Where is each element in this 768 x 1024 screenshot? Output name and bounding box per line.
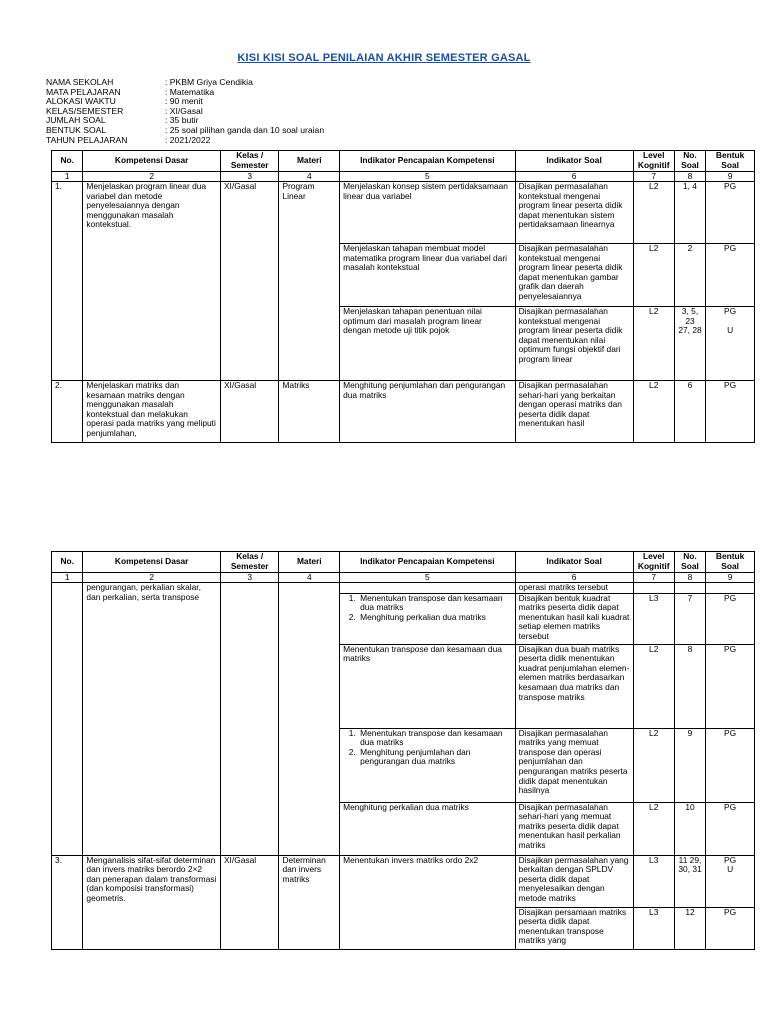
table-header-row — [52, 151, 755, 172]
kelas-semester — [220, 583, 278, 856]
nomor-soal-b: 27, 28 — [678, 325, 702, 336]
kelas-semester: XI/Gasal — [220, 182, 278, 381]
info-label: MATA PELAJARAN — [46, 86, 121, 97]
indikator-kompetensi — [340, 728, 515, 802]
indikator-soal: Disajikan permasalahan sehari-hari yang memuat matriks peserta didik dapat menentukan hasil perkalian matriks — [515, 802, 633, 855]
info-value: : PKBM Griya Cendikia — [165, 77, 253, 87]
info-value: : 35 butir — [165, 115, 199, 126]
materi: Determinan dan invers matriks — [279, 855, 340, 949]
header-cell: Materi — [279, 151, 340, 172]
kompetensi-dasar: Menjelaskan program linear dua variabel dan metode penyelesaiannya dengan menggunakan masalah kontekstual. — [83, 182, 221, 381]
indikator-kompetensi — [340, 583, 515, 594]
table-header-row — [52, 552, 755, 573]
indikator-kompetensi: Menentukan transpose dan kesamaan dua matriks — [340, 644, 515, 728]
indikator-soal: Disajikan dua buah matriks peserta didik menentukan kuadrat penjumlahan elemen-elemen matriks berdasarkan kesamaan dua matriks dan transpose matriks — [515, 644, 633, 728]
table-row — [52, 381, 755, 443]
table-row — [52, 182, 755, 244]
kelas-semester: XI/Gasal — [220, 855, 278, 949]
header-cell: Indikator Pencapaian Kompetensi — [340, 151, 515, 172]
header-cell: Level Kognitif — [633, 552, 674, 573]
row-number: 1. — [52, 182, 83, 381]
level-kognitif: L2 — [633, 182, 674, 244]
column-number: 7 — [633, 172, 674, 182]
bentuk-soal — [706, 583, 755, 594]
materi: Matriks — [279, 381, 340, 443]
info-label: BENTUK SOAL — [46, 124, 107, 135]
indikator-kompetensi: Menghitung penjumlahan dan pengurangan dua matriks — [340, 381, 515, 443]
column-number: 3 — [220, 573, 278, 583]
column-number: 8 — [674, 172, 705, 182]
nomor-soal: 10 — [674, 802, 705, 855]
indikator-soal: Disajikan permasalahan matriks yang memuat transpose dan operasi penjumlahan dan pengurangan matriks peserta didik dapat menentukan hasilnya — [515, 728, 633, 802]
bentuk-soal: PG — [706, 802, 755, 855]
nomor-soal: 9 — [674, 728, 705, 802]
level-kognitif: L3 — [633, 907, 674, 949]
indikator-soal: Disajikan bentuk kuadrat matriks peserta didik dapat menentukan hasil kali kuadrat setiap elemen matriks tersebut — [515, 593, 633, 644]
kelas-semester: XI/Gasal — [220, 381, 278, 443]
column-number: 2 — [83, 172, 221, 182]
indikator-soal: operasi matriks tersebut — [515, 583, 633, 594]
column-number: 8 — [674, 573, 705, 583]
kisi-table-page-1 — [51, 150, 755, 443]
column-number-row — [52, 573, 755, 583]
info-label: KELAS/SEMESTER — [46, 105, 124, 116]
bentuk-soal-a: PG — [724, 306, 737, 316]
column-number: 9 — [706, 573, 755, 583]
indikator-soal: Disajikan permasalahan kontekstual mengenai program linear peserta didik dapat menentukan nilai optimum fungsi objektif dari program linear — [515, 307, 633, 381]
row-number — [52, 583, 83, 856]
document-title: KISI KISI SOAL PENILAIAN AKHIR SEMESTER GASAL — [237, 52, 531, 64]
kompetensi-dasar: pengurangan, perkalian skalar, dan perkalian, serta transpose — [83, 583, 221, 856]
column-number: 2 — [83, 573, 221, 583]
header-cell: Bentuk Soal — [706, 552, 755, 573]
bentuk-soal — [706, 855, 755, 907]
bentuk-soal-b: U — [727, 325, 734, 336]
nomor-soal: 1, 4 — [674, 182, 705, 244]
level-kognitif: L3 — [633, 855, 674, 907]
indikator-soal: Disajikan permasalahan kontekstual mengenai program linear peserta didik dapat menentukan gambar grafik dan daerah penyelesaiannya — [515, 244, 633, 307]
kisi-table-page-2 — [51, 551, 755, 950]
column-number: 5 — [340, 172, 515, 182]
header-cell: Kompetensi Dasar — [83, 552, 221, 573]
table-row — [52, 583, 755, 594]
indikator-list — [343, 729, 511, 767]
indikator-list — [343, 594, 511, 623]
info-value: : 2021/2022 — [165, 134, 211, 145]
indikator-kompetensi: Menentukan invers matriks ordo 2x2 — [340, 855, 515, 949]
kompetensi-dasar: Menjelaskan matriks dan kesamaan matriks dengan menggunakan masalah kontekstual dan melakukan operasi pada matriks yang meliputi penjumlahan, — [83, 381, 221, 443]
column-number: 5 — [340, 573, 515, 583]
info-label: NAMA SEKOLAH — [46, 77, 114, 87]
header-cell: Kelas / Semester — [220, 552, 278, 573]
bentuk-soal: PG — [706, 182, 755, 244]
nomor-soal: 2 — [674, 244, 705, 307]
indikator-kompetensi: Menjelaskan tahapan membuat model matematika program linear dua variabel dari masalah kontekstual — [340, 244, 515, 307]
row-number: 2. — [52, 381, 83, 443]
bentuk-soal: PG — [706, 644, 755, 728]
indikator-item: 1. Menentukan transpose dan kesamaan dua matriks — [358, 594, 511, 613]
info-value: : 90 menit — [165, 96, 203, 107]
bentuk-soal-b: U — [727, 864, 734, 875]
column-number: 4 — [279, 573, 340, 583]
header-cell: Materi — [279, 552, 340, 573]
header-cell: No. — [52, 151, 83, 172]
level-kognitif: L2 — [633, 307, 674, 381]
indikator-kompetensi: Menjelaskan tahapan penentuan nilai optimum dari masalah program linear dengan metode uji titik pojok — [340, 307, 515, 381]
header-cell: Indikator Soal — [515, 552, 633, 573]
bentuk-soal: PG — [706, 381, 755, 443]
materi: Program Linear — [279, 182, 340, 381]
header-cell: Kelas / Semester — [220, 151, 278, 172]
column-number: 3 — [220, 172, 278, 182]
bentuk-soal: PG — [706, 907, 755, 949]
column-number: 1 — [52, 573, 83, 583]
level-kognitif: L3 — [633, 593, 674, 644]
level-kognitif: L2 — [633, 644, 674, 728]
bentuk-soal — [706, 307, 755, 381]
header-cell: Bentuk Soal — [706, 151, 755, 172]
table-row — [52, 855, 755, 907]
column-number: 9 — [706, 172, 755, 182]
info-row — [46, 136, 324, 146]
column-number-row — [52, 172, 755, 182]
indikator-soal: Disajikan permasalahan kontekstual mengenai program linear peserta didik dapat menentukan sistem pertidaksamaan linearnya — [515, 182, 633, 244]
indikator-item: 2. Menghitung penjumlahan dan pengurangan dua matriks — [358, 748, 511, 767]
nomor-soal: 12 — [674, 907, 705, 949]
indikator-soal: Disajikan persamaan matriks peserta didik dapat menentukan transpose matriks yang — [515, 907, 633, 949]
row-number: 3. — [52, 855, 83, 949]
column-number: 1 — [52, 172, 83, 182]
indikator-kompetensi: Menghitung perkalian dua matriks — [340, 802, 515, 855]
indikator-soal: Disajikan permasalahan sehari-hari yang berkaitan dengan operasi matriks dan peserta didik dapat menentukan hasil — [515, 381, 633, 443]
header-cell: No. Soal — [674, 151, 705, 172]
document-info — [46, 78, 324, 145]
kompetensi-dasar: Menganalisis sifat-sifat determinan dan invers matriks berordo 2×2 dan penerapan dalam transformasi (dan komposisi transformasi) geometris. — [83, 855, 221, 949]
nomor-soal: 6 — [674, 381, 705, 443]
bentuk-soal: PG — [706, 593, 755, 644]
header-cell: Kompetensi Dasar — [83, 151, 221, 172]
indikator-item: 1. Menentukan transpose dan kesamaan dua matriks — [358, 729, 511, 748]
header-cell: Indikator Pencapaian Kompetensi — [340, 552, 515, 573]
info-value: : 25 soal pilihan ganda dan 10 soal uraian — [165, 124, 325, 135]
header-cell: Level Kognitif — [633, 151, 674, 172]
nomor-soal: 11 29, 30, 31 — [674, 855, 705, 907]
nomor-soal — [674, 583, 705, 594]
level-kognitif — [633, 583, 674, 594]
column-number: 6 — [515, 573, 633, 583]
bentuk-soal: PG — [706, 728, 755, 802]
bentuk-soal-a: PG — [724, 855, 737, 865]
nomor-soal — [674, 307, 705, 381]
materi — [279, 583, 340, 856]
level-kognitif: L2 — [633, 728, 674, 802]
bentuk-soal: PG — [706, 244, 755, 307]
column-number: 4 — [279, 172, 340, 182]
indikator-soal: Disajikan permasalahan yang berkaitan dengan SPLDV peserta didik dapat menyelesaikan dengan metode matriks — [515, 855, 633, 907]
info-label: JUMLAH SOAL — [46, 115, 106, 126]
header-cell: No. Soal — [674, 552, 705, 573]
info-value: : Matematika — [165, 86, 215, 97]
info-value: : XI/Gasal — [165, 105, 203, 116]
indikator-item: 2. Menghitung perkalian dua matriks — [358, 613, 511, 623]
header-cell: No. — [52, 552, 83, 573]
info-label: ALOKASI WAKTU — [46, 96, 116, 107]
nomor-soal-a: 3, 5, 23 — [681, 306, 699, 326]
level-kognitif: L2 — [633, 244, 674, 307]
level-kognitif: L2 — [633, 802, 674, 855]
indikator-kompetensi: Menjelaskan konsep sistem pertidaksamaan linear dua variabel — [340, 182, 515, 244]
column-number: 6 — [515, 172, 633, 182]
nomor-soal: 7 — [674, 593, 705, 644]
indikator-kompetensi — [340, 593, 515, 644]
column-number: 7 — [633, 573, 674, 583]
level-kognitif: L2 — [633, 381, 674, 443]
header-cell: Indikator Soal — [515, 151, 633, 172]
nomor-soal: 8 — [674, 644, 705, 728]
info-label: TAHUN PELAJARAN — [46, 134, 128, 145]
